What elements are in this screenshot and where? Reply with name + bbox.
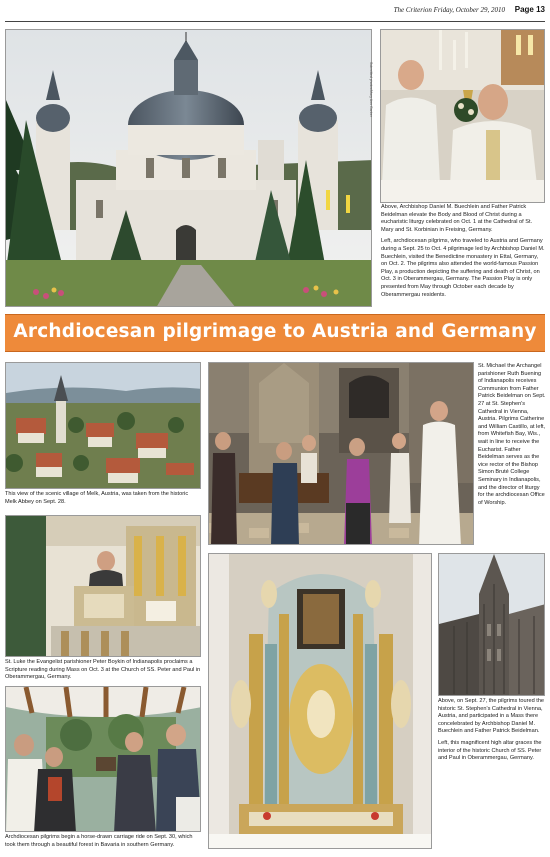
headline: Archdiocesan pilgrimage to Austria and Germany	[13, 321, 537, 342]
altar-caption: Left, this magnificent high altar graces the interior of the historic Church of SS. Peter and Paul in Oberammergau, Germany.	[438, 739, 542, 762]
communion-caption: St. Michael the Archangel parishioner Ruth Buening of Indianapolis receives Communion from Father Patrick Beidelman on Sept. 27 at St. Stephen's Cathedral in Vienna, Austria. Pilgrims Catherine and William Castillo, at left, from Whitefish Bay, Wis., wait in line to receive the Eucharist. Father Beidelman serves as the vice rector of the Bishop Simon Bruté College Seminary in Indianapolis, and the director of liturgy for the archdiocesan Office of Worship.	[478, 363, 546, 506]
stephens-altar-captions	[438, 698, 546, 767]
headline-banner	[5, 314, 545, 352]
publication-line: The Criterion Friday, October 29, 2010	[393, 6, 505, 14]
eucharist-caption: Above, Archbishop Daniel M. Buechlein and Father Patrick Beidelman elevate the Body and Blood of Christ during a eucharistic liturgy celebrated on Oct. 1 at the Cathedral of St. Mary and St. Korbinian in Freising, Germany.	[381, 204, 533, 233]
boykin-caption: St. Luke the Evangelist parishioner Peter Boykin of Indianapolis proclaims a Scripture reading during Mass on Oct. 3 at the Church of SS. Peter and Paul in Oberammergau, Germany.	[5, 659, 201, 681]
stephens-caption: Above, on Sept. 27, the pilgrims toured the historic St. Stephen's Cathedral in Vienna, Austria, and participated in a Mass there concelebrated by Archbishop Daniel M. Buechlein and Father Patrick Beidelman.	[438, 698, 545, 735]
header-rule	[5, 21, 545, 22]
melk-caption: This view of the scenic village of Melk, Austria, was taken from the historic Melk Abbey on Sept. 28.	[5, 491, 189, 505]
melk-village-photo	[5, 362, 201, 489]
communion-photo	[208, 362, 474, 545]
ettal-monastery-photo	[5, 29, 372, 307]
eucharist-elevation-photo	[380, 29, 545, 203]
stephens-cathedral-photo	[438, 553, 545, 696]
carriage-caption: Archdiocesan pilgrims begin a horse-drawn carriage ride on Sept. 30, which took them through a beautiful forest in Bavaria in southern Germany.	[5, 834, 193, 848]
photo-credit: Submitted photos/Mary Ann Garber	[369, 62, 373, 117]
right-top-captions	[381, 204, 545, 303]
ettal-caption: Left, archdiocesan pilgrims, who traveled to Austria and Germany during a Sept. 25 to Oct. 4 pilgrimage led by Archbishop Daniel M. Buechlein, visited the Benedictine monastery in Ettal, Germany, on Oct. 2. The pilgrims also attended the world-famous Passion Play, a production depicting the suffering and death of Christ, on Oct. 3 in Oberammergau, Germany. The Passion Play is only presented from May through October each decade by Oberammergau residents.	[381, 238, 545, 298]
carriage-ride-photo	[5, 686, 201, 832]
page-number: Page 13	[514, 5, 545, 14]
boykin-reading-photo	[5, 515, 201, 657]
page-header	[5, 4, 545, 18]
high-altar-photo	[208, 553, 432, 849]
